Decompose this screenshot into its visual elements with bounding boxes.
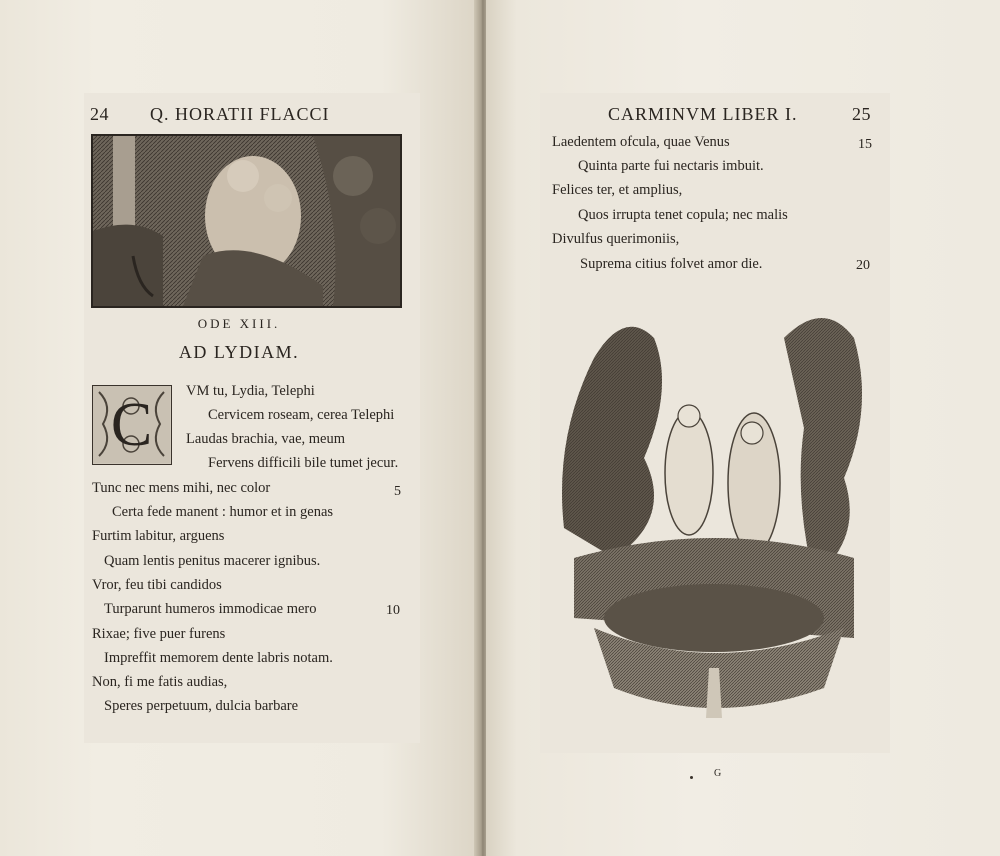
drop-cap-ornament <box>92 385 172 465</box>
vignette-landscape-icon <box>554 298 874 733</box>
left-running-head: Q. HORATII FLACCI <box>150 104 330 124</box>
poem-line-14: Speres perpetuum, dulcia barbare <box>104 698 299 714</box>
poem-line-11: Rixae; five puer furens <box>92 626 226 642</box>
poem-line-6: Certa fede manent : humor et in genas <box>112 504 334 520</box>
line-number-15: 15 <box>858 137 872 152</box>
right-line-1: Laedentem ofcula, quae Venus <box>552 134 730 150</box>
right-line-3: Felices ter, et amplius, <box>552 182 683 198</box>
engraving-lovers-icon <box>93 136 400 306</box>
poem-line-9: Vror, feu tibi candidos <box>92 577 222 593</box>
ode-title: AD LYDIAM. <box>178 342 300 362</box>
poem-line-10: Turparunt humeros immodicae mero <box>104 601 317 617</box>
line-number-10: 10 <box>386 603 400 618</box>
signature-mark: G <box>714 768 722 779</box>
poem-line-1: VM tu, Lydia, Telephi <box>186 383 315 399</box>
poem-line-12: Impreffit memorem dente labris notam. <box>104 650 333 666</box>
poem-line-8: Quam lentis penitus macerer ignibus. <box>104 553 321 569</box>
poem-line-13: Non, fi me fatis audias, <box>92 674 228 690</box>
poem-line-2: Cervicem roseam, cerea Telephi <box>208 407 395 423</box>
line-number-5: 5 <box>394 484 401 499</box>
right-page-number: 25 <box>852 104 871 124</box>
poem-line-7: Furtim labitur, arguens <box>92 528 225 544</box>
line-number-20: 20 <box>856 258 870 273</box>
right-line-4: Quos irrupta tenet copula; nec malis <box>578 207 788 223</box>
vignette-landscape-figures <box>554 298 874 733</box>
ode-number: ODE XIII. <box>197 316 281 331</box>
right-line-2: Quinta parte fui nectaris imbuit. <box>578 158 764 174</box>
engraving-lovers <box>91 134 402 308</box>
poem-line-3: Laudas brachia, vae, meum <box>186 431 346 447</box>
right-running-head: CARMINVM LIBER I. <box>608 104 798 124</box>
right-line-6: Suprema citius folvet amor die. <box>580 256 763 272</box>
poem-line-5: Tunc nec mens mihi, nec color <box>92 480 271 496</box>
signature-dot <box>690 776 693 779</box>
right-line-5: Divulfus querimoniis, <box>552 231 680 247</box>
poem-line-4: Fervens difficili bile tumet jecur. <box>208 455 399 471</box>
drop-cap-letter: C <box>110 391 153 459</box>
left-page-number: 24 <box>90 104 109 124</box>
